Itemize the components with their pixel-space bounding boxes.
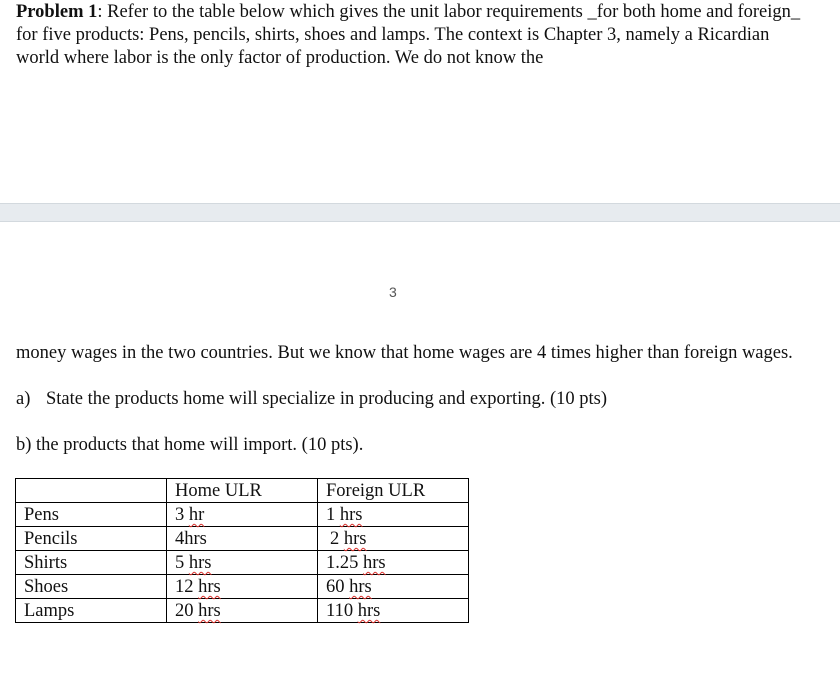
foreign-ulr-cell: [318, 575, 469, 599]
home-ulr-value: 3: [175, 505, 185, 525]
product-cell: Lamps: [16, 599, 167, 623]
product-cell: Pens: [16, 503, 167, 527]
page-break-gap: [0, 203, 840, 222]
document-page-top: [0, 0, 840, 203]
table-row: [16, 527, 469, 551]
problem-label: Problem 1: [16, 2, 98, 22]
home-ulr-cell: [167, 551, 318, 575]
home-ulr-cell: [167, 503, 318, 527]
table-row: [16, 599, 469, 623]
foreign-ulr-cell: [318, 503, 469, 527]
table-row: [16, 503, 469, 527]
table-row: [16, 551, 469, 575]
page-number: 3: [389, 284, 397, 300]
home-ulr-cell: [167, 599, 318, 623]
question-b: b) the products that home will import. (10 pts).: [16, 435, 364, 455]
home-ulr-unit: hrs: [198, 601, 221, 621]
problem-intro-text: : Refer to the table below which gives the unit labor requirements _for both home and foreign_ for five products: Pens, pencils, shirts, shoes and lamps. The context is Chapter 3, namely a Ricardian world where labor is the only factor of production. We do not know the: [16, 2, 801, 68]
table-header-home: Home ULR: [167, 479, 318, 503]
home-ulr-value: 20: [175, 601, 194, 621]
foreign-ulr-unit: hrs: [343, 529, 367, 549]
question-a-text: State the products home will specialize in producing and exporting. (10 pts): [46, 389, 608, 409]
product-cell: Shoes: [16, 575, 167, 599]
table-header-cell: [16, 479, 167, 503]
home-ulr-value: 5: [175, 553, 185, 573]
ulr-table: [15, 478, 469, 623]
foreign-ulr-value: 1.25: [326, 553, 359, 573]
foreign-ulr-value: 1: [326, 505, 336, 525]
home-ulr-unit: hr: [188, 505, 205, 525]
foreign-ulr-cell: [318, 599, 469, 623]
home-ulr-unit: hrs: [198, 577, 221, 597]
foreign-ulr-value: 2: [330, 529, 340, 549]
problem-continuation: money wages in the two countries. But we know that home wages are 4 times higher than foreign wages.: [16, 343, 793, 363]
home-ulr-unit: hrs: [188, 553, 212, 573]
table-header-row: [16, 479, 469, 503]
foreign-ulr-unit: hrs: [349, 577, 372, 597]
foreign-ulr-value: 60: [326, 577, 345, 597]
foreign-ulr-cell: [318, 527, 469, 551]
foreign-ulr-value: 110: [326, 601, 354, 621]
table-header-foreign: Foreign ULR: [318, 479, 469, 503]
question-a: [16, 388, 816, 411]
question-a-label: a): [16, 389, 31, 409]
home-ulr-cell: [167, 575, 318, 599]
foreign-ulr-cell: [318, 551, 469, 575]
foreign-ulr-unit: hrs: [357, 601, 381, 621]
home-ulr-cell: 4hrs: [167, 527, 318, 551]
product-cell: Shirts: [16, 551, 167, 575]
foreign-ulr-unit: hrs: [363, 553, 386, 573]
product-cell: Pencils: [16, 527, 167, 551]
table-row: [16, 575, 469, 599]
problem-intro: [16, 1, 816, 70]
home-ulr-value: 12: [175, 577, 194, 597]
foreign-ulr-unit: hrs: [339, 505, 363, 525]
